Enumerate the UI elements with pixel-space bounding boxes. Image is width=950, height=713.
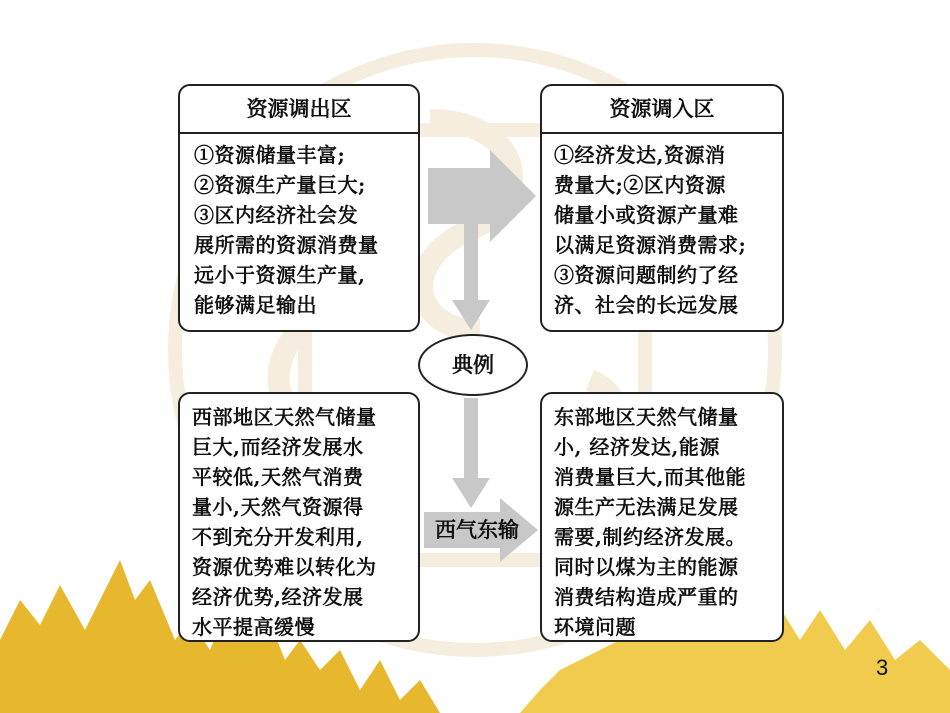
text-line: 费量大;②区内资源 <box>554 173 726 197</box>
text-line: 以满足资源消费需求; <box>554 233 747 257</box>
text-line: 量小,天然气资源得 <box>192 495 364 519</box>
page-number: 3 <box>876 655 889 680</box>
text-line: 展所需的资源消费量 <box>194 233 379 257</box>
text-line: 巨大,而经济发展水 <box>192 435 364 459</box>
text-line: 远小于资源生产量, <box>194 263 366 287</box>
text-line: 能够满足输出 <box>194 293 317 317</box>
text-line: 水平提高缓慢 <box>192 615 315 639</box>
text-line: 消费结构造成严重的 <box>554 585 739 609</box>
import-region-box <box>540 84 784 332</box>
text-line: 西部地区天然气储量 <box>192 405 377 429</box>
export-region-title: 资源调出区 <box>180 86 418 134</box>
down-arrow-lower <box>452 398 490 508</box>
text-line: 经济优势,经济发展 <box>192 585 364 609</box>
text-line: ①经济发达,资源消 <box>554 143 726 167</box>
import-region-title: 资源调入区 <box>542 86 782 134</box>
text-line: 济、社会的长远发展 <box>554 293 739 317</box>
export-region-text <box>180 134 418 320</box>
text-line: 资源优势难以转化为 <box>192 555 377 579</box>
west-region-box <box>178 392 420 642</box>
text-line: 东部地区天然气储量 <box>554 405 739 429</box>
text-line: 小, 经济发达,能源 <box>554 435 720 459</box>
text-line: 消费量巨大,而其他能 <box>554 465 746 489</box>
down-arrow-upper <box>452 224 490 330</box>
text-line: 环境问题 <box>554 615 636 639</box>
text-line: 储量小或资源产量难 <box>554 203 739 227</box>
east-region-box <box>540 392 784 642</box>
west-east-gas-label: 西气东输 <box>435 517 519 542</box>
east-region-text <box>542 394 782 642</box>
example-node: 典例 <box>418 334 528 396</box>
text-line: ③区内经济社会发 <box>194 203 358 227</box>
text-line: 需要,制约经济发展。 <box>554 525 746 549</box>
text-line: ②资源生产量巨大; <box>194 173 366 197</box>
west-region-text <box>180 394 418 642</box>
import-region-text <box>542 134 782 320</box>
text-line: 同时以煤为主的能源 <box>554 555 739 579</box>
text-line: ①资源储量丰富; <box>194 143 346 167</box>
export-region-box <box>178 84 420 332</box>
text-line: 平较低,天然气消费 <box>192 465 364 489</box>
text-line: 不到充分开发利用, <box>192 525 364 549</box>
text-line: ③资源问题制约了经 <box>554 263 739 287</box>
text-line: 源生产无法满足发展 <box>554 495 739 519</box>
right-arrow <box>428 150 536 242</box>
